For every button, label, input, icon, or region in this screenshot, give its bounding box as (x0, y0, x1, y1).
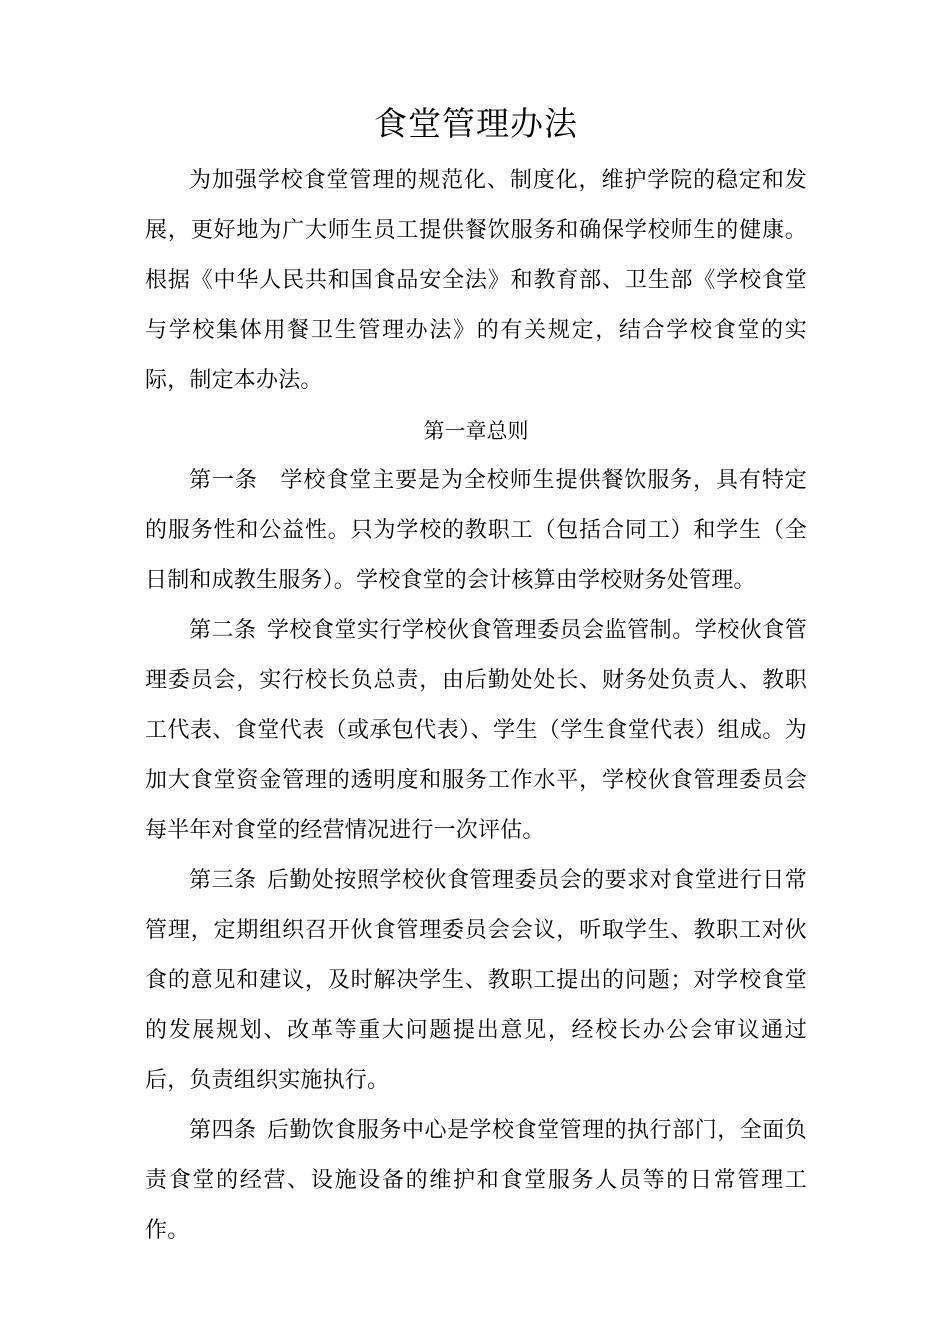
article-1-text: 学校食堂主要是为全校师生提供餐饮服务，具有特定的服务性和公益性。只为学校的教职工（包括合同工）和学生（全日制和成教生服务）。学校食堂的会计核算由学校财务处管理。 (145, 468, 807, 593)
article-1-number: 第一条 (189, 468, 258, 493)
article-2-number: 第二条 (189, 618, 257, 643)
article-3-number: 第三条 (189, 868, 257, 893)
article-4-number: 第四条 (189, 1118, 257, 1143)
article-3 (145, 856, 807, 1106)
article-2-text: 学校食堂实行学校伙食管理委员会监管制。学校伙食管理委员会，实行校长负总责，由后勤处处长、财务处负责人、教职工代表、食堂代表（或承包代表）、学生（学生食堂代表）组成。为加大食堂资金管理的透明度和服务工作水平，学校伙食管理委员会每半年对食堂的经营情况进行一次评估。 (145, 618, 807, 843)
preamble-paragraph: 为加强学校食堂管理的规范化、制度化，维护学院的稳定和发展，更好地为广大师生员工提供餐饮服务和确保学校师生的健康。根据《中华人民共和国食品安全法》和教育部、卫生部《学校食堂与学校集体用餐卫生管理办法》的有关规定，结合学校食堂的实际，制定本办法。 (145, 168, 807, 393)
article-4-text: 后勤饮食服务中心是学校食堂管理的执行部门，全面负责食堂的经营、设施设备的维护和食堂服务人员等的日常管理工作。 (145, 1118, 807, 1243)
article-3-text: 后勤处按照学校伙食管理委员会的要求对食堂进行日常管理，定期组织召开伙食管理委员会会议，听取学生、教职工对伙食的意见和建议，及时解决学生、教职工提出的问题；对学校食堂的发展规划、改革等重大问题提出意见，经校长办公会审议通过后，负责组织实施执行。 (145, 868, 807, 1093)
document-title: 食堂管理办法 (374, 104, 578, 143)
article-4 (145, 1106, 807, 1256)
article-1 (145, 456, 807, 606)
article-2 (145, 606, 807, 856)
chapter-heading: 第一章总则 (423, 419, 529, 443)
